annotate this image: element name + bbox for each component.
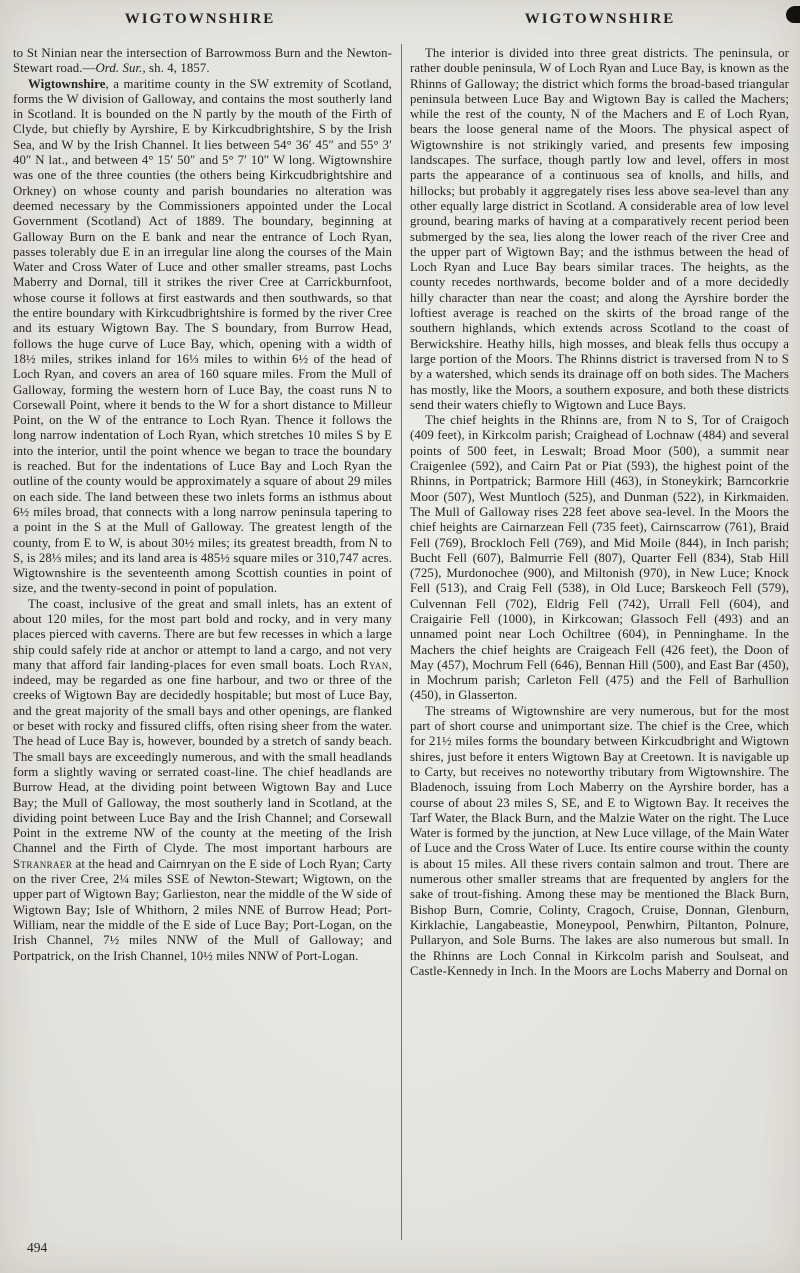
paragraph (410, 704, 789, 979)
text-segment: , indeed, may be regarded as one fine harbour, and two or three of the creeks of Wigtown Bay are decidedly hospitable; but most of Luce Bay, and the great majority of the small bays and other openings, are flanked or beset with rocky and fissured cliffs, often rising sheer from the water. The head of Luce Bay is, however, bounded by a stretch of sandy beach. The small bays are exceedingly numerous, and with the small headlands form a slightly waving or serrated coast-line. The chief headlands are Burrow Head, at the dividing point between Wigtown Bay and Luce Bay; the Mull of Galloway, the most southerly land in Scotland, at the dividing point between Luce Bay and the Irish Channel; and Corsewall Point in the extreme NW of the county at the meeting of the Irish Channel and the Firth of Clyde. The most important harbours are (13, 657, 392, 856)
left-column (13, 46, 392, 1242)
paragraph (410, 46, 789, 413)
paragraph (13, 46, 392, 77)
right-column (410, 46, 789, 1242)
smallcaps-text-segment: Stranraer (13, 856, 73, 871)
text-segment: to St Ninian near the intersection of Barrowmoss Burn and the Newton-Stewart road.— (13, 46, 392, 76)
bold-text-segment: Wigtownshire (28, 76, 106, 91)
paragraph (410, 413, 789, 704)
text-segment: , a maritime county in the SW extremity of Scotland, forms the W division of Galloway, and contains the most southerly land in Scotland. It is bounded on the N partly by the mouth of the Firth of Clyde, but chiefly by Ayrshire, E by Kirkcudbrightshire, S by the Irish Sea, and W by the Irish Channel. It lies between 54° 36′ 45″ and 55° 3′ 40″ N lat., and between 4° 15′ 50″ and 5° 7′ 10″ W long. Wigtownshire was one of the three counties (the others being Kirkcudbrightshire and Orkney) on whose county and parish boundaries no alteration was deemed necessary by the Commissioners appointed under the Local Government (Scotland) Act of 1889. The boundary, beginning at Galloway Burn on the E bank and near the entrance of Loch Ryan, passes tolerably due E in an irregular line along the courses of the Main Water and Cross Water of Luce and other smaller streams, past Lochs Maberry and Dornal, till it strikes the river Cree at Carrickburnfoot, whose course it follows at first eastwards and then southwards, so that the entire boundary with Kirkcudbrightshire is formed by the river Cree and its estuary Wigtown Bay. The S boundary, from Burrow Head, follows the huge curve of Luce Bay, which, opening with a width of 18½ miles, strikes inland for 16⅓ miles to within 6½ of the head of Loch Ryan, and covers an area of 160 square miles. From the Mull of Galloway, forming the western horn of Luce Bay, the coast runs N to Corsewall Point, where it bends to the W for a short distance to Milleur Point, on the W of the entrance to Loch Ryan. Thence it follows the long narrow indentation of Loch Ryan, which stretches 10 miles S by E into the interior, until the point whence we began to trace the boundary is reached. But for the indentations of Luce Bay and Loch Ryan the outline of the county would be approximately a square of about 29 miles on each side. The land between these two inlets forms an isthmus about 6½ miles broad, that connects with a long narrow peninsula tapering to a point in the S at the Mull of Galloway. The greatest length of the county, from E to W, is about 30½ miles; its greatest breadth, from N to S, is 28⅓ miles; and its land area is 485½ square miles or 310,747 acres. Wigtownshire is the seventeenth among Scottish counties in point of size, and the twenty-second in point of population. (13, 76, 392, 596)
text-segment: at the head and Cairnryan on the E side of Loch Ryan; Carty on the river Cree, 2¼ miles SSE of Newton-Stewart; Wigtown, on the upper part of Wigtown Bay; Garlieston, near the middle of the W side of Wigtown Bay; Isle of Whithorn, 2 miles NNE of Burrow Head; Port-William, near the middle of the E side of Luce Bay; Port-Logan, on the Irish Channel, 7½ miles NNW of the Mull of Galloway; and Portpatrick, on the Irish Channel, 10½ miles NNW of Port-Logan. (13, 856, 392, 963)
paragraph (13, 77, 392, 597)
running-title-right: WIGTOWNSHIRE (524, 11, 676, 27)
text-segment: The chief heights in the Rhinns are, from N to S, Tor of Craigoch (409 feet), in Kirkcolm parish; Craighead of Lochnaw (484) and several points of 500 feet, in Leswalt; Broad Moor (500), a summit near Craigenlee (592), and Cairn Pat or Piat (593), the highest point of the Rhinns, in Portpatrick; Barmore Hill (463), in Stoneykirk; Barncorkrie Moor (507), West Muntloch (525), and Dunman (522), in Kirkmaiden. The Mull of Galloway rises 228 feet above sea-level. In the Moors the chief heights are Cairnarzean Fell (735 feet), Cairnscarrow (761), Braid Fell (769), Brockloch Fell (769), and Mid Moile (844), in Inch parish; Bucht Fell (607), Balmurrie Fell (807), Quarter Fell (834), Stab Hill (725), Murdonochee (900), and Miltonish (970), in New Luce; Knock Fell (513), and Craig Fell (538), in Old Luce; Barskeoch Fell (579), Culvennan Fell (702), Eldrig Fell (742), Urrall Fell (604), and Craigairie Fell (1000), in Kirkcowan; Glassoch Fell (493) and an unnamed point near Loch Ochiltree (604), in Penninghame. In the Machers the chief heights are Craigeach Fell (426 feet), the Doon of May (457), Mochrum Fell (646), Bennan Hill (500), and East Bar (450), in Mochrum parish; Carleton Fell (475) and the Fell of Barhullion (450), in Glasserton. (410, 413, 789, 703)
paragraph (13, 597, 392, 964)
text-columns (13, 46, 789, 1242)
text-segment: The streams of Wigtownshire are very numerous, but for the most part of short course and unimportant size. The chief is the Cree, which for 21½ miles forms the boundary between Kirkcudbright and Wigtown shires, just before it enters Wigtown Bay at Creetown. It is navigable up to Carty, but receives no noteworthy tributary from Wigtownshire. The Bladenoch, issuing from Loch Maberry on the Ayrshire border, has a course of about 23 miles S, SE, and E to Wigtown Bay. It receives the Tarf Water, the Black Burn, and the Malzie Water on the right. The Luce Water is formed by the junction, at New Luce village, of the Main Water of Luce and the Cross Water of Luce. Its entire course within the county is about 15 miles. All these rivers contain salmon and trout. There are numerous other smaller streams that are frequented by anglers for the sake of trout-fishing. Among these may be mentioned the Black Burn, Bishop Burn, Comrie, Colinty, Cragoch, Cruise, Donnan, Glenburn, Kirklachie, Langabeastie, Moneypool, Penwhirn, Piltanton, Polnure, Pullaryon, and Sole Burns. The lakes are also numerous but small. In the Rhinns are Loch Connal in Kirkcolm parish and Soulseat, and Castle-Kennedy in Inch. In the Moors are Lochs Maberry and Dornal on (410, 703, 789, 978)
page-number: 494 (27, 1240, 48, 1255)
italic-text-segment: Ord. Sur., (95, 61, 146, 76)
text-segment: The interior is divided into three great districts. The peninsula, or rather double peninsula, W of Loch Ryan and Luce Bay, is known as the Rhinns of Galloway; the district which forms the broad-based triangular peninsula between Luce Bay and Wigtown Bay is called the Machers; while the rest of the county, N of the Machers and E of Loch Ryan, bears the loose general name of the Moors. The physical aspect of Wigtownshire is not strikingly varied, and presents few imposing landscapes. The surface, though partly low and level, offers in most parts the appearance of a continuous sea of knolls, and hills, and hillocks; but probably it aggregately rises less above sea-level than any other equally large district in Scotland. A considerable area of low level ground, bearing marks of having at a comparatively recent period been submerged by the sea, lies along the lower reach of the river Cree and the upper part of Wigtown Bay; and the isthmus between the head of Loch Ryan and Luce Bay bears similar traces. The heights, as the county recedes northwards, become bolder and of a more decidedly hilly character than near the coast; and along the Ayrshire border the loftiest average is reached on the skirts of the broad range of the southern highlands, which extends across Scotland to the coast of Berwickshire. Heathy hills, high mosses, and bleak fells thus occupy a large portion of the Moors. The Rhinns district is traversed from N to S by a watershed, which sends its drainage off on both sides. The Machers has mostly, like the Moors, a southern exposure, and both these districts send their waters chiefly to Wigtown and Luce Bays. (410, 46, 789, 412)
text-segment: The coast, inclusive of the great and small inlets, has an extent of about 120 miles, for the most part bold and rocky, and in very many places pierced with caverns. There are but few recesses in which a large ship could safely ride at anchor or attempt to land a cargo, and not very many that afford fair landing-places for even small boats. Loch (13, 596, 392, 672)
running-title-left: WIGTOWNSHIRE (124, 11, 276, 27)
text-segment: sh. 4, 1857. (145, 61, 210, 76)
running-heads (0, 11, 800, 28)
smallcaps-text-segment: Ryan (360, 657, 389, 672)
